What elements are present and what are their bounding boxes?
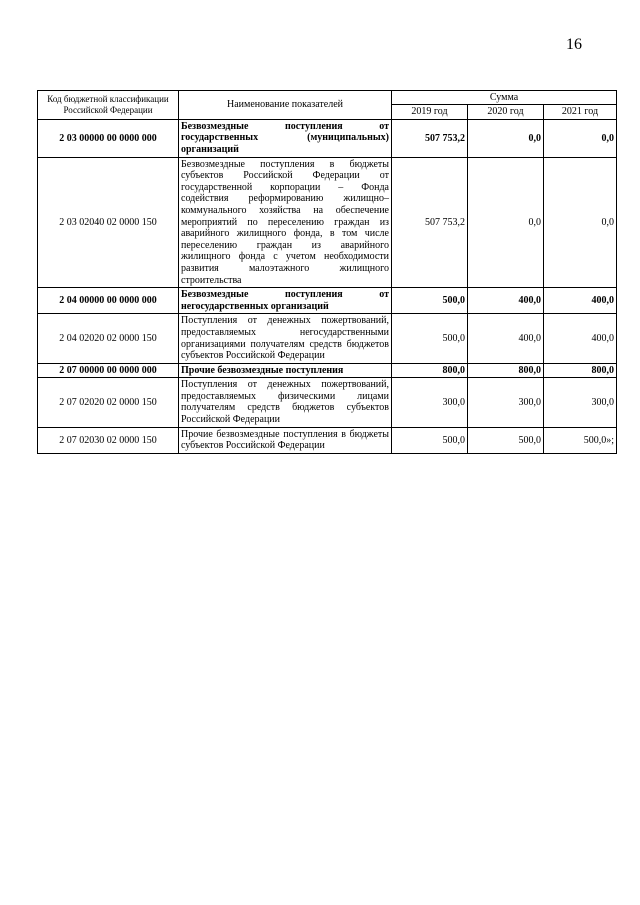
table-row [38,363,617,378]
row-code: 2 07 00000 00 0000 000 [38,363,179,378]
row-code: 2 03 00000 00 0000 000 [38,119,179,157]
row-value-2021: 400,0 [544,288,617,314]
row-name: Безвозмездные поступления от государственных (муниципальных) организаций [179,119,392,157]
row-value-2021: 0,0 [544,119,617,157]
table-row [38,427,617,453]
row-value-2020: 0,0 [468,157,544,288]
row-name: Поступления от денежных пожертвований, предоставляемых негосударственными организациями получателям средств бюджетов субъектов Российской Федерации [179,314,392,363]
row-value-2019: 300,0 [392,378,468,427]
budget-revenue-table [37,90,617,454]
column-header-year-2019: 2019 год [392,105,468,119]
row-value-2020: 400,0 [468,288,544,314]
page-number: 16 [566,36,582,53]
row-value-2021: 800,0 [544,363,617,378]
column-header-year-2021: 2021 год [544,105,617,119]
row-code: 2 04 00000 00 0000 000 [38,288,179,314]
column-header-code: Код бюджетной классификации Российской Федерации [38,91,179,120]
table-row [38,119,617,157]
row-value-2020: 800,0 [468,363,544,378]
table-row [38,378,617,427]
row-value-2020: 500,0 [468,427,544,453]
row-value-2021: 500,0»; [544,427,617,453]
row-value-2020: 300,0 [468,378,544,427]
column-header-sum: Сумма [392,91,617,105]
row-value-2021: 0,0 [544,157,617,288]
column-header-year-2020: 2020 год [468,105,544,119]
row-value-2019: 800,0 [392,363,468,378]
table-header-row [38,91,617,105]
table-row [38,314,617,363]
row-value-2021: 300,0 [544,378,617,427]
row-value-2020: 0,0 [468,119,544,157]
row-code: 2 04 02020 02 0000 150 [38,314,179,363]
row-code: 2 03 02040 02 0000 150 [38,157,179,288]
row-value-2019: 500,0 [392,288,468,314]
row-code: 2 07 02020 02 0000 150 [38,378,179,427]
row-name: Безвозмездные поступления в бюджеты субъектов Российской Федерации от государственной корпорации – Фонда содействия реформированию жилищно–коммунального хозяйства на обеспечение мероприятий по переселению граждан из аварийного жилищного фонда, в том числе переселению граждан из аварийного жилищного фонда с учетом необходимости развития малоэтажного жилищного строительства [179,157,392,288]
column-header-name: Наименование показателей [179,91,392,120]
row-value-2021: 400,0 [544,314,617,363]
row-value-2019: 507 753,2 [392,119,468,157]
row-code: 2 07 02030 02 0000 150 [38,427,179,453]
row-value-2019: 507 753,2 [392,157,468,288]
row-value-2020: 400,0 [468,314,544,363]
row-value-2019: 500,0 [392,314,468,363]
row-name: Безвозмездные поступления от негосударственных организаций [179,288,392,314]
row-name: Поступления от денежных пожертвований, предоставляемых физическими лицами получателям средств бюджетов субъектов Российской Федерации [179,378,392,427]
table-row [38,157,617,288]
row-name: Прочие безвозмездные поступления [179,363,392,378]
row-value-2019: 500,0 [392,427,468,453]
row-name: Прочие безвозмездные поступления в бюджеты субъектов Российской Федерации [179,427,392,453]
table-row [38,288,617,314]
